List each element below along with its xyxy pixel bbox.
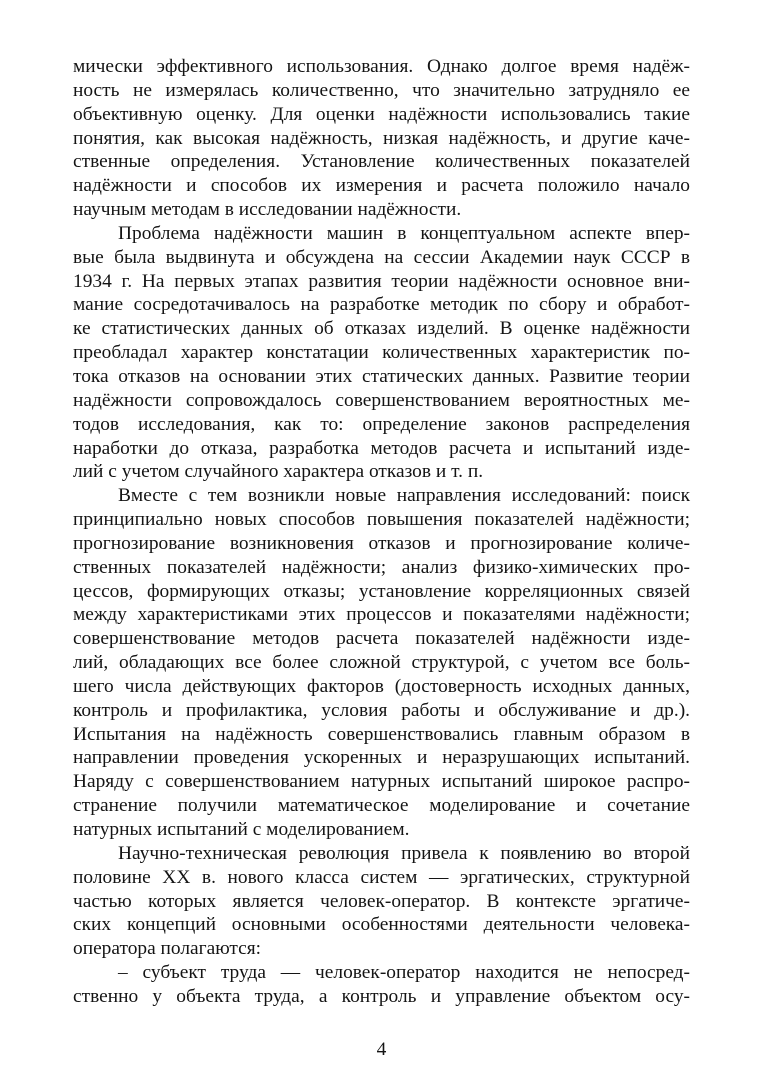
text-line: Научно-техническая революция привела к появлению во второй [118,842,690,864]
text-line: частью которых является человек-оператор. В контексте эргатиче- [73,890,690,912]
text-line: Проблема надёжности машин в концептуальном аспекте впер- [118,222,690,244]
page-text-body [73,55,690,1009]
text-line: половине XX в. нового класса систем — эргатических, структурной [73,866,690,888]
text-line: между характеристиками этих процессов и показателями надёжности; [73,604,690,626]
text-line: прогнозирование возникновения отказов и прогнозирование количе- [73,532,690,554]
text-line: совершенствование методов расчета показателей надёжности изде- [73,628,690,650]
paragraph [73,55,690,222]
text-line: ность не измерялась количественно, что значительно затрудняло ее [73,79,690,101]
text-line: ке статистических данных об отказах изделий. В оценке надёжности [73,318,690,340]
text-line: странение получили математическое моделирование и сочетание [73,795,690,817]
text-line: мание сосредотачивалось на разработке методик по сбору и обработ- [73,294,690,316]
text-line: ственно у объекта труда, а контроль и управление объектом осу- [73,985,690,1007]
text-line: научным методам в исследовании надёжности. [73,199,462,221]
paragraph [73,484,690,842]
text-line: 1934 г. На первых этапах развития теории надёжности основное вни- [73,270,690,292]
text-line: контроль и профилактика, условия работы и обслуживание и др.). [73,699,690,721]
paragraph [73,842,690,961]
text-line: мически эффективного использования. Однако долгое время надёж- [73,56,690,77]
text-line: оператора полагаются: [73,938,262,960]
text-line: ственных показателей надёжности; анализ физико-химических про- [73,556,690,578]
text-line: преобладал характер констатации количественных характеристик по- [73,342,690,364]
text-line: вые была выдвинута и обсуждена на сессии Академии наук СССР в [73,246,690,268]
text-line: лий, обладающих все более сложной структурой, с учетом все боль- [73,652,690,674]
text-line: Испытания на надёжность совершенствовались главным образом в [73,723,690,745]
text-line: Наряду с совершенствованием натурных испытаний широкое распро- [73,771,690,793]
text-line: тодов исследования, как то: определение законов распределения [73,413,690,435]
text-line: шего числа действующих факторов (достоверность исходных данных, [73,675,690,697]
text-line: понятия, как высокая надёжность, низкая надёжность, и другие каче- [73,127,690,149]
text-line: – субъект труда — человек-оператор находится не непосред- [118,962,690,984]
text-line: объективную оценку. Для оценки надёжности использовались такие [73,103,690,125]
text-line: наработки до отказа, разработка методов расчета и испытаний изде- [73,437,690,459]
text-line: тока отказов на основании этих статических данных. Развитие теории [73,365,690,387]
paragraph [73,961,690,1009]
text-line: направлении проведения ускоренных и неразрушающих испытаний. [73,747,690,769]
text-line: надёжности сопровождалось совершенствованием вероятностных ме- [73,389,690,411]
paragraph [73,222,690,484]
text-line: натурных испытаний с моделированием. [73,819,410,840]
text-line: принципиально новых способов повышения показателей надёжности; [73,509,690,531]
text-line: лий с учетом случайного характера отказов и т. п. [73,461,484,483]
text-line: ственные определения. Установление количественных показателей [73,151,690,173]
text-line: Вместе с тем возникли новые направления исследований: поиск [118,485,690,507]
text-line: надёжности и способов их измерения и расчета положило начало [73,175,690,197]
text-line: ских концепций основными особенностями деятельности человека- [73,914,690,936]
text-line: цессов, формирующих отказы; установление корреляционных связей [73,580,690,602]
page-number: 4 [376,1039,387,1060]
